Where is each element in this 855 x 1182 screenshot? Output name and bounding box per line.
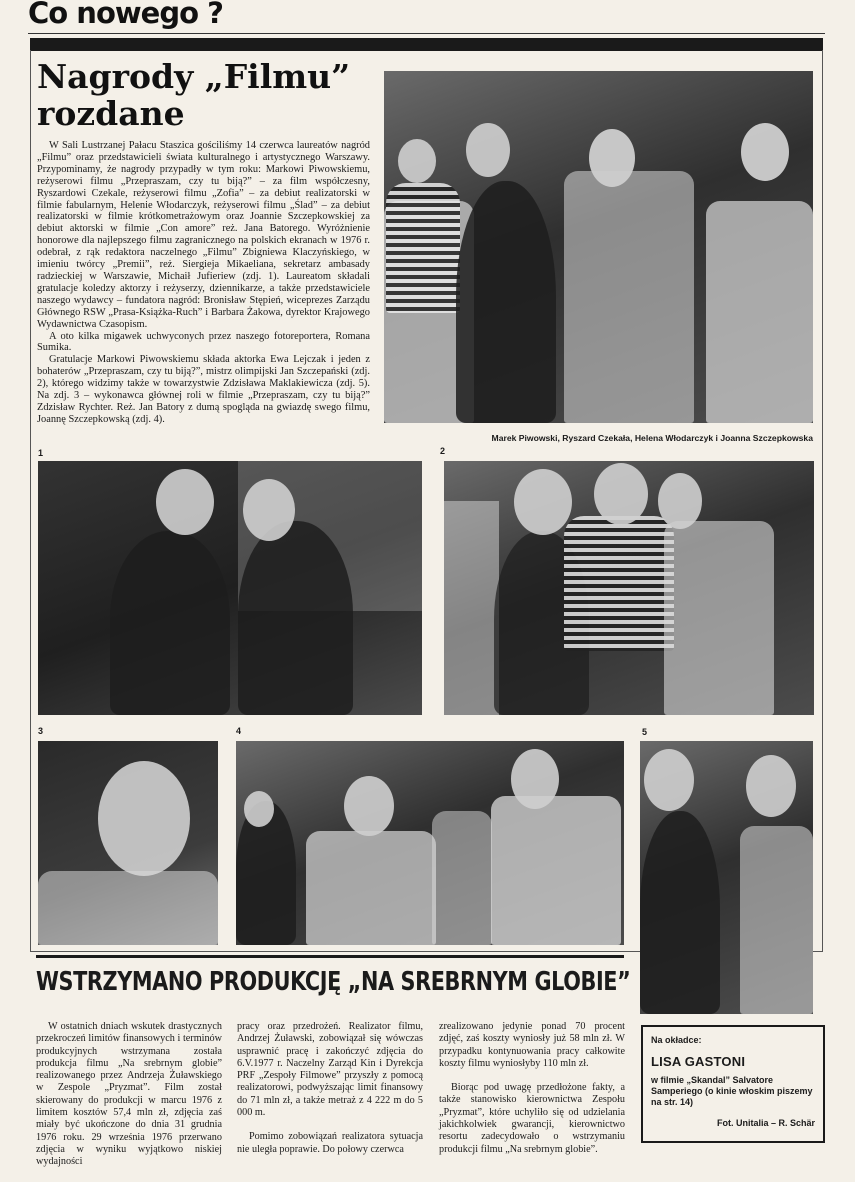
headline-line1: Nagrody „Filmu” [37, 57, 351, 96]
paragraph: A oto kilka migawek uchwyconych przez naszego fotoreportera, Romana Sumika. [37, 330, 370, 354]
photo-number-4: 4 [236, 726, 242, 736]
article2-column-3 [439, 1021, 625, 1156]
photo-1 [38, 461, 422, 715]
paragraph: W Sali Lustrzanej Pałacu Staszica gościliśmy 14 czerwca laureatów nagród „Filmu” oraz przedstawicieli świata kulturalnego i artystycznego Warszawy. Przypominamy, że nagrody przypadły w tym roku: Markowi Piwowskiemu, reżyserowi filmu „Przepraszam, czy tu biją?” – za film współczesny, Ryszardowi Czekale, reżyserowi filmu „Zofia” – za debiut realizatorski w filmie fabularnym, Helenie Włodarczyk, reżyserowi filmu „Ślad” – za debiut realizatorski w filmie krótkometrażowym oraz Joannie Szczepkowskiej za debiut aktorski w filmie „Con amore” reż. Jana Batorego. Wyróżnienie honorowe dla najlepszego filmu zagranicznego na polskich ekranach w 1976 r. odebrał, z rąk redaktora naczelnego „Filmu” Zbigniewa Klaczyńskiego, w imieniu twórcy „Premii”, reż. Siergieja Mikaeliana, sekretarz ambasady radzieckiej w Warszawie, Michaił Jufieriew (zdj. 1). Laureatom składali gratulacje koledzy aktorzy i reżyserzy, dziennikarze, a także przedstawiciele naszego wydawcy – fundatora nagród: Bronisław Stępień, wiceprezes Zarządu Głównego RSW „Prasa-Książka-Ruch” i Barbara Żakowa, dyrektor Krajowego Wydawnictwa Czasopism. [37, 140, 370, 330]
cover-info-box [641, 1025, 825, 1143]
paragraph: W ostatnich dniach wskutek drastycznych przekroczeń limitów finansowych i terminów produkcyjnych wstrzymana została produkcja filmu „Na srebrnym globie” realizowanego przez Andrzeja Żuławskiego w Zespole „Pryzmat”. Film został skierowany do produkcji w marcu 1976 z limitem kosztów 57,4 mln zł, zdjęcia zaś miały być ukończone do dnia 31 grudnia 1976 roku. 29 września 1976 przerwano zdjęcia w wyniku wyjątkowo niskiej wydajności [36, 1021, 222, 1168]
photo-number-2: 2 [440, 446, 446, 456]
photo-number-1: 1 [38, 448, 44, 458]
photo-4 [236, 741, 624, 945]
photo-5 [640, 741, 813, 1014]
photo-number-3: 3 [38, 726, 44, 736]
article-body [37, 140, 370, 426]
cover-label: Na okładce: [651, 1035, 702, 1045]
cover-name: LISA GASTONI [651, 1054, 746, 1069]
photo-number-5: 5 [642, 727, 648, 737]
photo-3 [38, 741, 218, 945]
article2-column-1 [36, 1021, 222, 1169]
cover-credit: Fot. Unitalia – R. Schär [716, 1118, 815, 1128]
section-rule [36, 955, 624, 958]
paragraph: Pomimo zobowiązań realizatora sytuacja nie uległa poprawie. Do połowy czerwca [237, 1131, 423, 1155]
photo-2 [444, 461, 814, 715]
main-photo-caption: Marek Piwowski, Ryszard Czekała, Helena Włodarczyk i Joanna Szczepkowska [491, 433, 813, 443]
top-rule [28, 33, 825, 34]
article2-headline: WSTRZYMANO PRODUKCJĘ „NA SREBRNYM GLOBIE” [36, 967, 631, 997]
main-photo [384, 71, 813, 423]
section-title: Co nowego ? [28, 0, 223, 30]
cover-description: w filmie „Skandal” Salvatore Samperiego (o kinie włoskim piszemy na str. 14) [651, 1075, 813, 1107]
paragraph: Biorąc pod uwagę przedłożone fakty, a także stanowisko kierownictwa Zespołu „Pryzmat”, które uchyliło się od udzielania jakichkolwiek gwarancji, kierownictwo resortu zadecydowało o wstrzymaniu produkcji filmu „Na srebrnym globie”. [439, 1082, 625, 1155]
article2-column-2 [237, 1021, 423, 1156]
paragraph: zrealizowano jedynie ponad 70 procent zdjęć, zaś koszty wyniosły już 58 mln zł. W przypadku kontynuowania pracy całkowite koszty filmu wyniosłyby 110 mln zł. [439, 1021, 625, 1069]
paragraph: Gratulacje Markowi Piwowskiemu składa aktorka Ewa Lejczak i jeden z bohaterów „Przepraszam, czy tu biją?”, mistrz olimpijski Jan Szczepański (zdj. 2), którego widzimy także w towarzystwie Zdzisława Maklakiewicza (zdj. 5). Na zdj. 3 – wykonawca głównej roli w filmie „Przepraszam, czy tu biją?” Zdzisław Rychter. Reż. Jan Batory z dumą spogląda na gwiazdę swego filmu, Joannę Szczepkowską (zdj. 4). [37, 354, 370, 425]
headline-line2: rozdane [37, 94, 185, 133]
article-headline [37, 58, 367, 132]
paragraph: pracy oraz przedrożeń. Realizator filmu, Andrzej Żuławski, zobowiązał się wówczas usprawnić pracę i zakończyć zdjęcia do 6.V.1977 r. Naczelny Zarząd Kin i Dyrekcja PRF „Zespoły Filmowe” przyszły z pomocą realizatorowi, podwyższając limit finansowy do 71 mln zł, a także metraż z 4 222 m do 5 000 m. [237, 1021, 423, 1119]
